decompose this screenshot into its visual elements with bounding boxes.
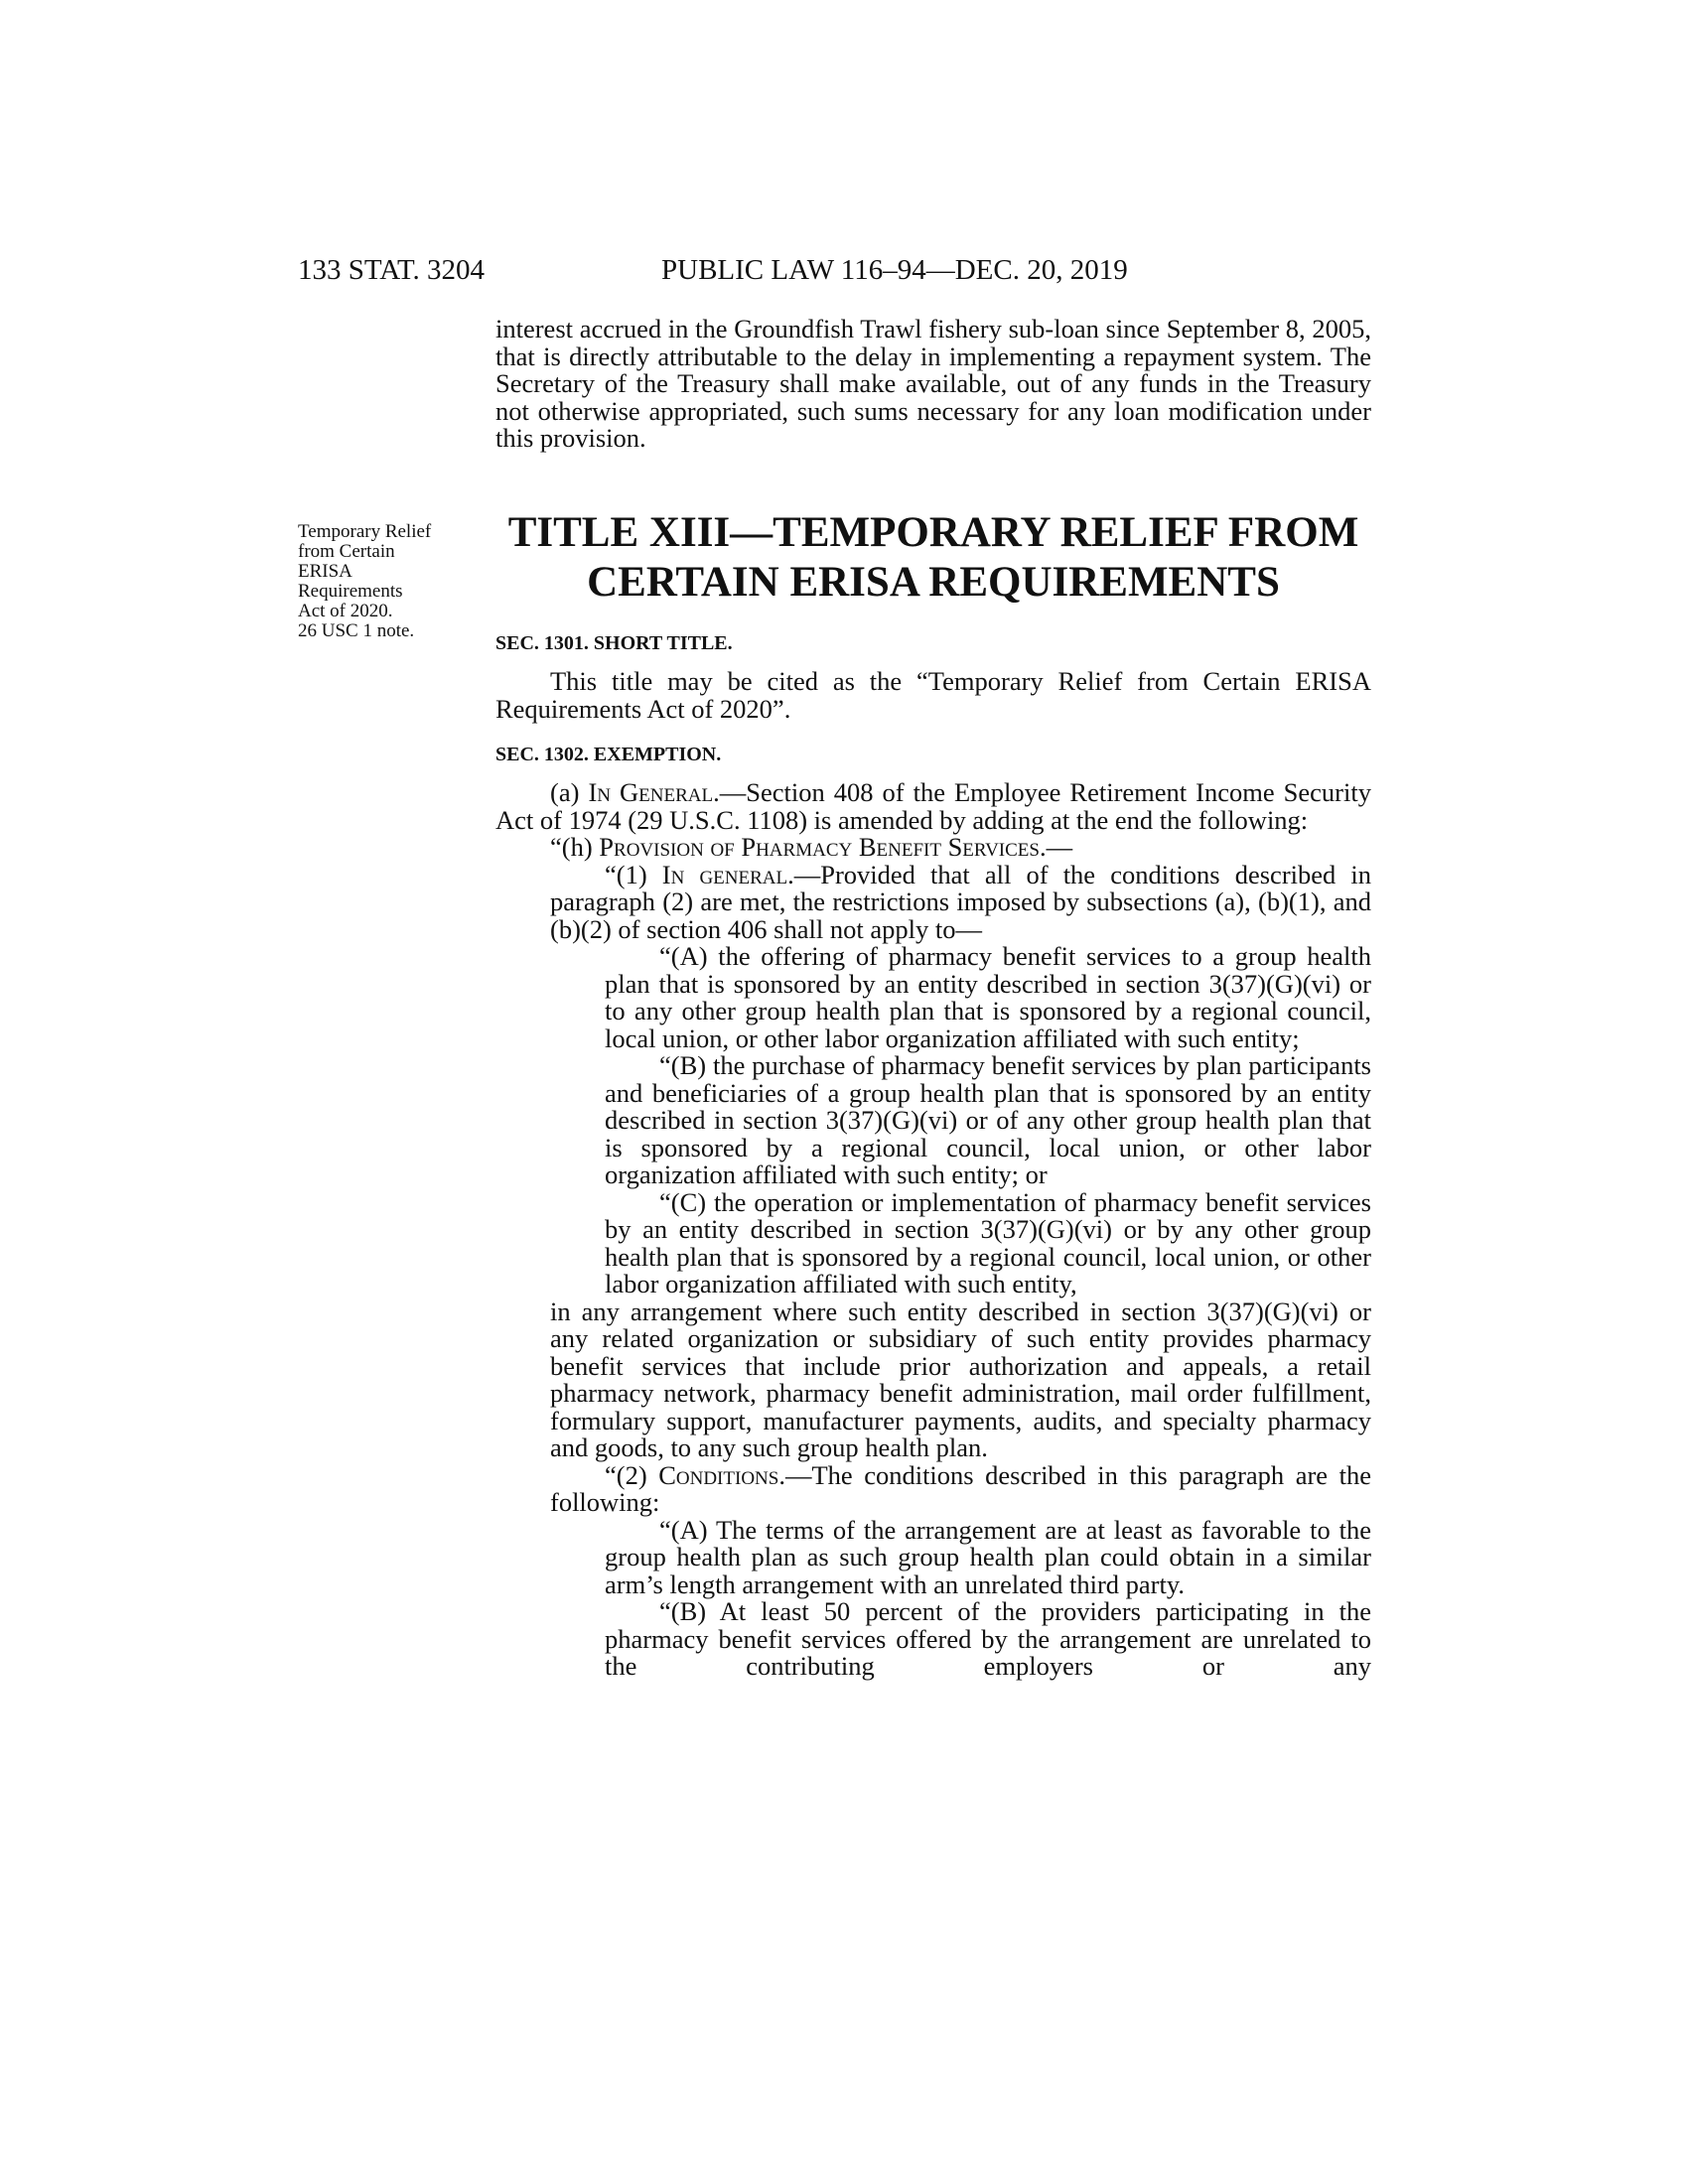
paragraph-h2-number: “(2): [605, 1459, 659, 1490]
title-line-1: TITLE XIII—TEMPORARY RELIEF FROM: [507, 509, 1359, 556]
subparagraph-1A: “(A) the offering of pharmacy benefit services to a group health plan that is sponsored by an entity described in section 3(37)(G)(vi) or to any other group health plan that is sponsored by a regional council, local union, or other labor organization affiliated with such entity;: [605, 941, 1371, 1053]
subsection-h-dash: .—: [1039, 832, 1073, 862]
section-1302-heading: SEC. 1302. EXEMPTION.: [495, 744, 722, 765]
subparagraph-1C: “(C) the operation or implementation of pharmacy benefit services by an entity described in section 3(37)(G)(vi) or by any other group health plan that is sponsored by a regional council, local union, or other labor organization affiliated with such entity,: [605, 1186, 1371, 1298]
subsection-h-number: “(h): [550, 832, 600, 862]
subsection-h-label: Provision of Pharmacy Benefit Services: [599, 832, 1040, 862]
section-1301-text: This title may be cited as the “Temporary Relief from Certain ERISA Requirements Act of 2020”.: [495, 666, 1371, 724]
paragraph-h2-label: Conditions: [658, 1459, 779, 1490]
flush-text: in any arrangement where such entity described in section 3(37)(G)(vi) or any related organization or subsidiary of such entity provides pharmacy benefit services that include prior authorization and appeals, a retail pharmacy network, pharmacy benefit administration, mail order fulfillment, formulary support, manufacturer payments, audits, and specialty pharmacy and goods, to any such group health plan.: [550, 1296, 1371, 1462]
subsection-a-label: In General: [588, 777, 714, 807]
paragraph-h2-text: .—The conditions described in this paragraph are the following:: [550, 1459, 1371, 1517]
title-line-2: CERTAIN ERISA REQUIREMENTS: [587, 559, 1280, 606]
margin-note-line: from Certain: [298, 541, 395, 562]
subsection-a-number: (a): [550, 777, 589, 807]
subsection-a-text: .—Section 408 of the Employee Retirement Income Security Act of 1974 (29 U.S.C. 1108) is amended by adding at the end the following:: [495, 777, 1371, 835]
statute-page-number: 133 STAT. 3204: [298, 254, 486, 286]
margin-note-line: ERISA: [298, 561, 352, 582]
paragraph-h1-number: “(1): [605, 859, 662, 889]
subsection-h-heading: [495, 834, 1371, 862]
paragraph-h1-label: In general: [661, 859, 788, 889]
condition-2A: “(A) The terms of the arrangement are at least as favorable to the group health plan as such group health plan could obtain in a similar arm’s length arrangement with an unrelated third party.: [605, 1514, 1371, 1599]
margin-note-line: Temporary Relief: [298, 521, 432, 542]
paragraph-h1: [495, 859, 1371, 944]
margin-note-line: 26 USC 1 note.: [298, 620, 415, 641]
subsection-a: [495, 779, 1371, 834]
margin-note-line: Act of 2020.: [298, 601, 393, 621]
paragraph-h2: [495, 1459, 1371, 1517]
title-heading: [495, 508, 1371, 608]
condition-2B: “(B) At least 50 percent of the providers participating in the pharmacy benefit services offered by the arrangement are unrelated to the contributing employers or any: [605, 1596, 1371, 1681]
public-law-header: PUBLIC LAW 116–94—DEC. 20, 2019: [661, 254, 1128, 286]
running-head: [298, 250, 1390, 290]
section-1301-heading: SEC. 1301. SHORT TITLE.: [495, 632, 733, 654]
subparagraph-1B: “(B) the purchase of pharmacy benefit services by plan participants and beneficiaries of a group health plan that is sponsored by an entity described in section 3(37)(G)(vi) or of any other group health plan that is sponsored by a regional council, local union, or other labor organization affiliated with such entity; or: [605, 1050, 1371, 1189]
intro-paragraph: interest accrued in the Groundfish Trawl fishery sub-loan since September 8, 2005, that is directly attributable to the delay in implementing a repayment system. The Secretary of the Treasury shall make available, out of any funds in the Treasury not otherwise appropriated, such sums necessary for any loan modification under this provision.: [495, 314, 1371, 453]
paragraph-h1-text: .—Provided that all of the conditions described in paragraph (2) are met, the restrictions imposed by subsections (a), (b)(1), and (b)(2) of section 406 shall not apply to—: [550, 859, 1371, 944]
margin-note-line: Requirements: [298, 581, 403, 602]
margin-note: [298, 522, 467, 641]
section-1302-body: [495, 779, 1371, 1681]
